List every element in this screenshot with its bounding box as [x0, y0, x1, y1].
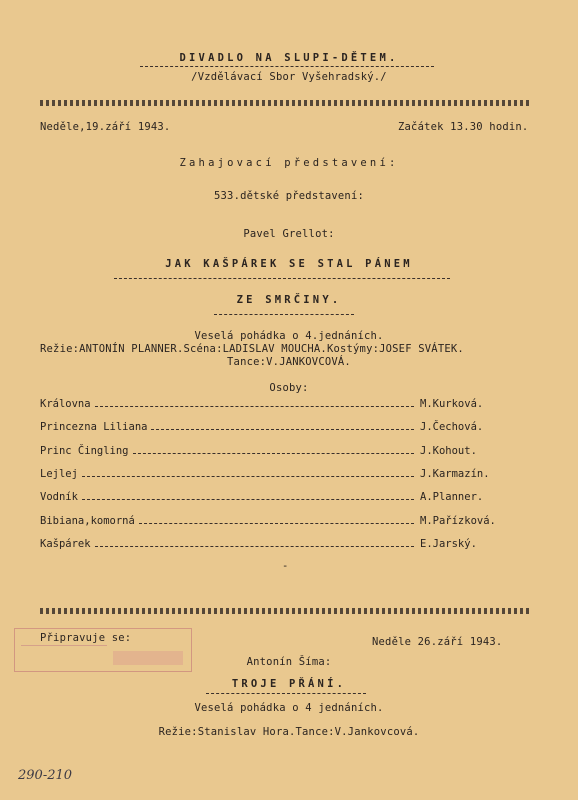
title-underline [114, 278, 450, 279]
performance-date: Neděle,19.září 1943. [40, 121, 171, 133]
cast-leader-dashes [151, 429, 414, 430]
cast-row [40, 491, 560, 507]
cast-row [40, 468, 560, 484]
theatre-underline [140, 66, 434, 67]
play-subtitle: ZE SMRČINY. [236, 294, 342, 306]
cast-actor: M.Kurková. [420, 398, 484, 410]
author: Pavel Grellot: [243, 228, 335, 240]
separator-bottom [40, 608, 532, 614]
cast-role: Princ Čingling [40, 444, 129, 457]
opening-performance: Zahajovací představení: [179, 157, 399, 169]
upcoming-date: Neděle 26.září 1943. [372, 636, 503, 648]
separator-top [40, 100, 532, 106]
dash-mark: - [282, 560, 289, 572]
cast-actor: A.Planner. [420, 491, 484, 504]
cast-role: Vodník [40, 491, 78, 504]
cast-role: Královna [40, 398, 91, 410]
cast-leader-dashes [95, 406, 414, 407]
handwritten-note: 290-210 [18, 768, 73, 783]
cast-role: Bibiana,komorná [40, 514, 135, 527]
cast-row [40, 538, 560, 554]
cast-role: Princezna Liliana [40, 421, 148, 434]
stamp-line [21, 645, 107, 646]
subtitle-underline [214, 314, 354, 315]
cast-leader-dashes [133, 453, 414, 454]
theatre-name: DIVADLO NA SLUPI-DĚTEM. [179, 52, 399, 64]
cast-role: Lejlej [40, 467, 78, 480]
cast-actor: E.Jarský. [420, 537, 477, 550]
cast-role: Kašpárek [40, 537, 91, 550]
dance-credit: Tance:V.JANKOVCOVÁ. [227, 356, 351, 368]
upcoming-author: Antonín Šíma: [246, 656, 332, 668]
cast-leader-dashes [82, 476, 414, 477]
cast-row [40, 398, 560, 414]
cast-actor: J.Kohout. [420, 444, 477, 457]
cast-leader-dashes [82, 499, 414, 500]
upcoming-genre: Veselá pohádka o 4 jednáních. [194, 702, 384, 714]
cast-actor: J.Karmazín. [420, 467, 490, 480]
cast-actor: J.Čechová. [420, 421, 484, 434]
play-title: JAK KAŠPÁREK SE STAL PÁNEM [165, 258, 413, 270]
cast-leader-dashes [139, 523, 414, 524]
upcoming-credits: Režie:Stanislav Hora.Tance:V.Jankovcová. [158, 726, 420, 738]
upcoming-label: Připravuje se: [40, 632, 132, 644]
cast-row [40, 421, 560, 437]
upcoming-title-underline [206, 693, 366, 694]
cast-row [40, 515, 560, 531]
upcoming-title: TROJE PŘÁNÍ. [231, 678, 347, 690]
genre: Veselá pohádka o 4.jednáních. [194, 330, 384, 342]
cast-actor: M.Pařízková. [420, 514, 496, 527]
cast-row [40, 445, 560, 461]
start-time: Začátek 13.30 hodin. [398, 121, 529, 133]
cast-leader-dashes [95, 546, 414, 547]
group-name: /Vzdělávací Sbor Vyšehradský./ [191, 71, 387, 83]
performance-count: 533.dětské představení: [214, 190, 364, 202]
credits: Režie:ANTONÍN PLANNER.Scéna:LADISLAV MOUCHA.Kostýmy:JOSEF SVÁTEK. [40, 343, 464, 355]
cast-label: Osoby: [269, 382, 309, 394]
